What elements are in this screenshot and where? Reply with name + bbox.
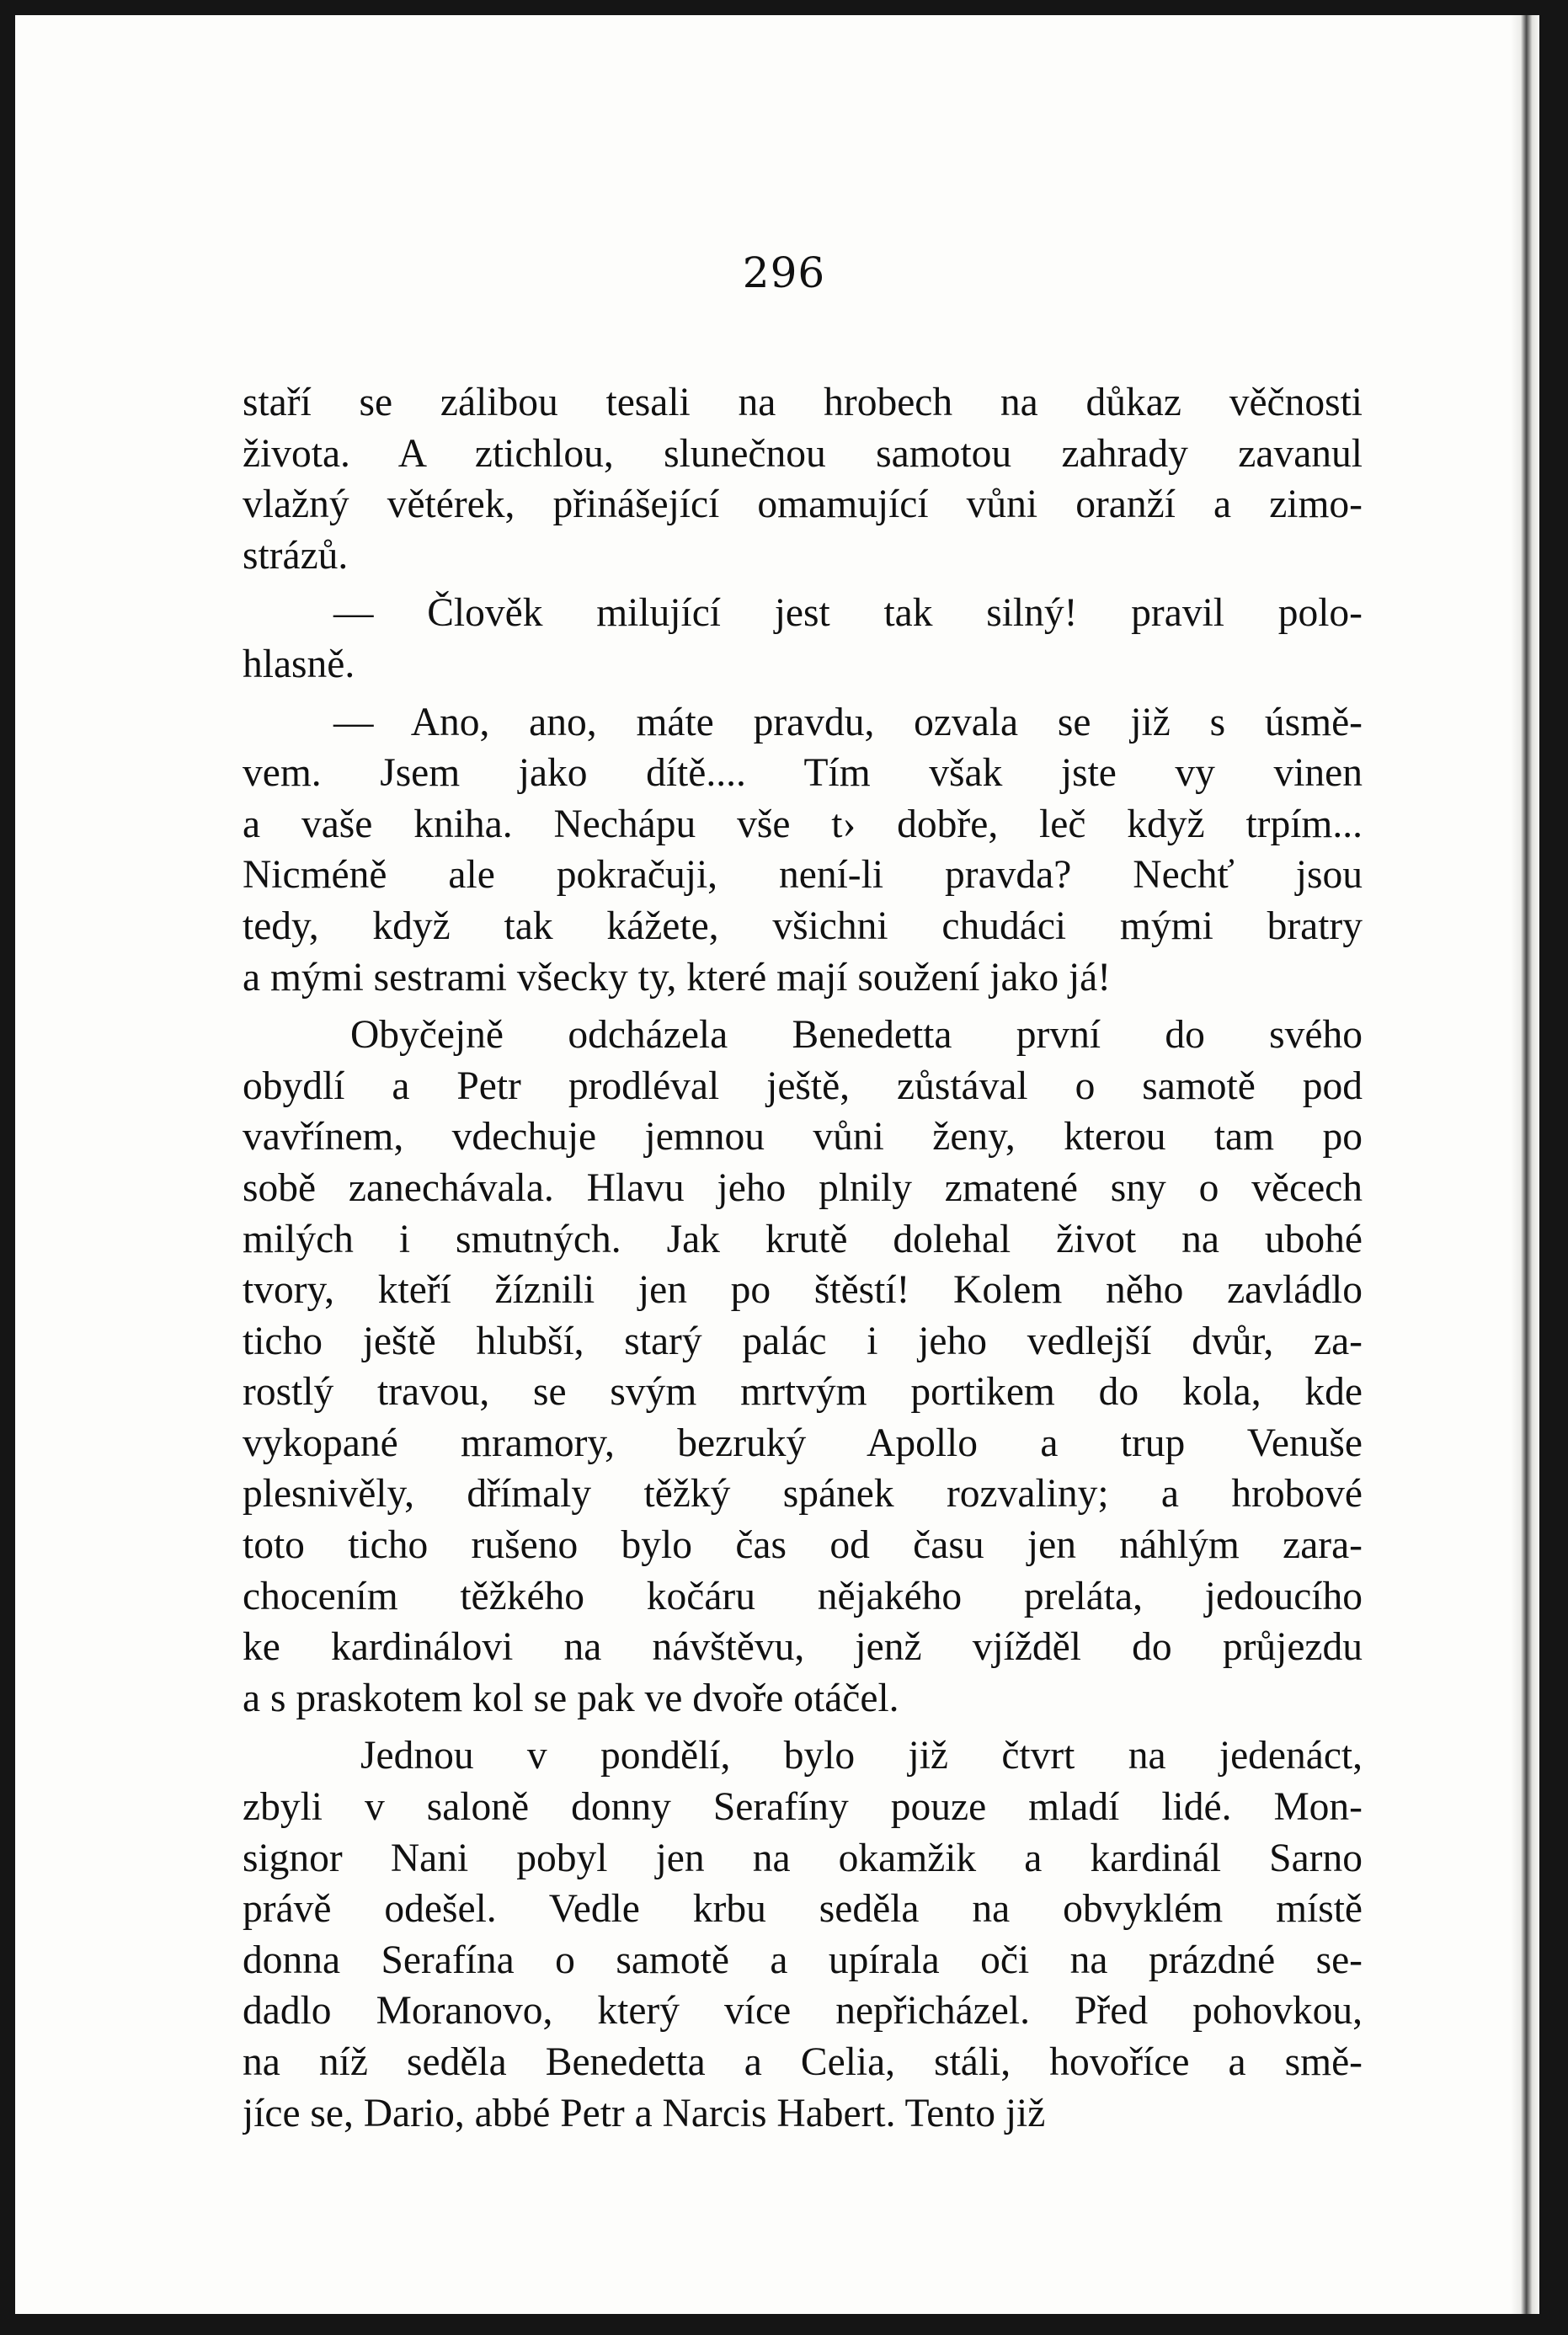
paragraph (243, 1730, 1363, 2139)
text-line: hlasně. (243, 642, 355, 686)
paragraph-gap (243, 1724, 1363, 1730)
text-line: života. A ztichlou, slunečnou samotou zahrady zavanul (243, 431, 1363, 476)
paragraph-gap (243, 581, 1363, 588)
text-line: zbyli v saloně donny Serafíny pouze mladí lidé. Mon- (243, 1785, 1363, 1830)
binding-edge (1511, 15, 1539, 2314)
text-line: milých i smutných. Jak krutě dolehal život na ubohé (243, 1217, 1363, 1261)
text-line: vem. Jsem jako dítě.... Tím však jste vy vinen (243, 751, 1363, 796)
paragraph-gap (243, 690, 1363, 697)
paragraph (243, 588, 1363, 690)
text-line: signor Nani pobyl jen na okamžik a kardinál Sarno (243, 1836, 1363, 1880)
text-line: chocením těžkého kočáru nějakého preláta, jedoucího (243, 1574, 1363, 1618)
text-line: vavřínem, vdechuje jemnou vůni ženy, kterou tam po (243, 1115, 1363, 1160)
text-line: staří se zálibou tesali na hrobech na důkaz věčnosti (243, 381, 1363, 424)
text-line: tvory, kteří žíznili jen po štěstí! Kolem něho zavládlo (243, 1268, 1363, 1313)
text-line: toto ticho rušeno bylo čas od času jen náhlým zara- (243, 1523, 1363, 1568)
text-line: právě odešel. Vedle krbu seděla na obvyklém místě (243, 1887, 1363, 1932)
text-line: Obyčejně odcházela Benedetta první do svého (350, 1013, 1363, 1058)
paragraph (243, 1010, 1363, 1724)
body-text (243, 377, 1363, 2139)
text-line: rostlý travou, se svým mrtvým portikem do kola, kde (243, 1370, 1363, 1415)
paragraph (243, 697, 1363, 1004)
text-line: ke kardinálovi na návštěvu, jenž vjížděl do průjezdu (243, 1625, 1363, 1670)
paragraph-gap (243, 1003, 1363, 1010)
text-line: a s praskotem kol se pak ve dvoře otáčel. (243, 1676, 899, 1720)
text-line: tedy, když tak kážete, všichni chudáci mými bratry (243, 904, 1363, 948)
text-line: vykopané mramory, bezruký Apollo a trup Venuše (243, 1421, 1363, 1465)
text-line: obydlí a Petr prodléval ještě, zůstával o samotě pod (243, 1064, 1363, 1108)
text-line: Jednou v pondělí, bylo již čtvrt na jedenáct, (360, 1734, 1363, 1778)
text-line: Nicméně ale pokračuji, není-li pravda? Nechť jsou (243, 853, 1363, 898)
text-line: jíce se, Dario, abbé Petr a Narcis Habert. Tento již (243, 2091, 1046, 2135)
text-line: dadlo Moranovo, který více nepřicházel. Před pohovkou, (243, 1989, 1363, 2034)
text-line: — Ano, ano, máte pravdu, ozvala se již s úsmě- (333, 700, 1363, 744)
text-line: a mými sestrami všecky ty, které mají soužení jako já! (243, 955, 1112, 1000)
text-line: ticho ještě hlubší, starý palác i jeho vedlejší dvůr, za- (243, 1319, 1363, 1363)
text-line: na níž seděla Benedetta a Celia, stáli, hovoříce a smě- (243, 2040, 1363, 2084)
text-line: strázů. (243, 533, 349, 578)
text-line: — Člověk milující jest tak silný! pravil polo- (333, 591, 1363, 636)
text-line: a vaše kniha. Nechápu vše t› dobře, leč když trpím... (243, 802, 1363, 846)
paragraph (243, 377, 1363, 581)
text-line: donna Serafína o samotě a upírala oči na prázdné se- (243, 1938, 1363, 1982)
text-line: sobě zanechávala. Hlavu jeho plnily zmatené sny o věcech (243, 1165, 1363, 1210)
text-line: plesnivěly, dřímaly těžký spánek rozvaliny; a hrobové (243, 1472, 1363, 1517)
page-number: 296 (742, 248, 826, 297)
text-line: vlažný větérek, přinášející omamující vůni oranží a zimo- (243, 482, 1363, 527)
